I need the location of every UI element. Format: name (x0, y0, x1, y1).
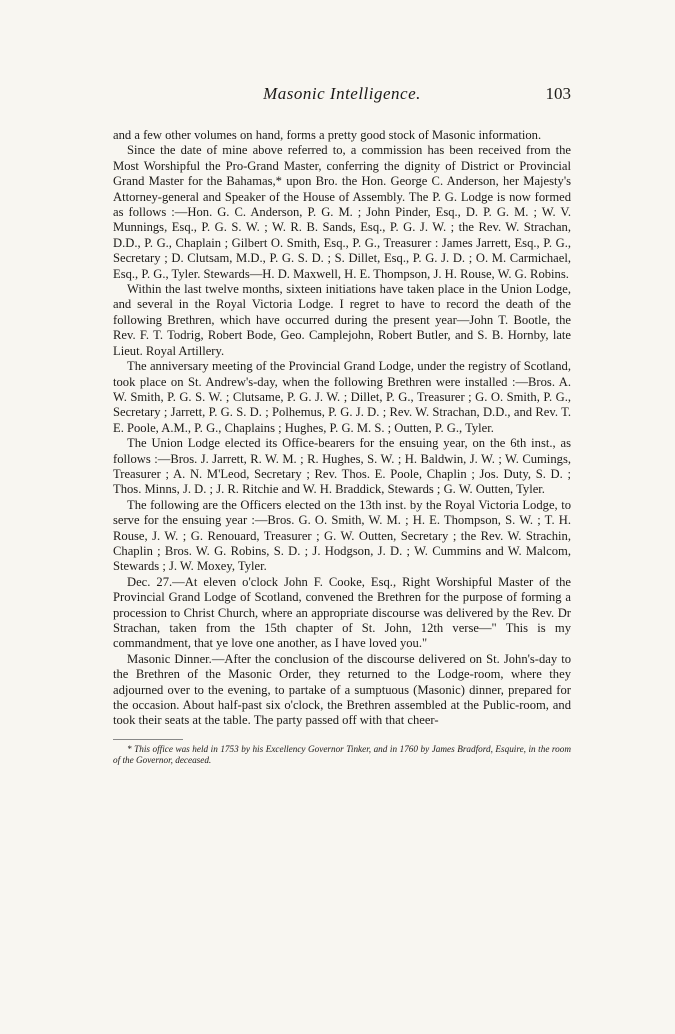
paragraph-procession: Dec. 27.—At eleven o'clock John F. Cooke, Esq., Right Worshipful Master of the Provincial Grand Lodge of Scotland, convened the Brethren for the purpose of forming a procession to Christ Church, where an appropriate discourse was delivered by the Rev. Dr Strachan, taken from the 15th chapter of St. John, 12th verse—" This is my commandment, that ye love one another, as I have loved you." (113, 574, 571, 651)
page-number: 103 (545, 84, 571, 103)
paragraph-union-lodge: The Union Lodge elected its Office-bearers for the ensuing year, on the 6th inst., as follows :—Bros. J. Jarrett, R. W. M. ; R. Hughes, S. W. ; H. Baldwin, J. W. ; W. Cumings, Treasurer ; A. N. M'Leod, Secretary ; Rev. Thos. E. Poole, Chaplin ; Jos. Duty, S. D. ; Thos. Minns, J. D. ; J. R. Ritchie and W. H. Braddick, Stewards ; G. W. Outten, Tyler. (113, 436, 571, 497)
paragraph-masonic-dinner: Masonic Dinner.—After the conclusion of the discourse delivered on St. John's-day to the Brethren of the Masonic Order, they returned to the Lodge-room, where they adjourned over to the evening, to partake of a sumptuous (Masonic) dinner, prepared for the occasion. About half-past six o'clock, the Brethren assembled at the Public-room, and took their seats at the table. The party passed off with that cheer- (113, 651, 571, 728)
page-header (113, 84, 571, 114)
paragraph-commission: Since the date of mine above referred to, a commission has been received from the Most Worshipful the Pro-Grand Master, conferring the dignity of District or Provincial Grand Master for the Bahamas,* upon Bro. the Hon. George C. Anderson, her Majesty's Attorney-general and Speaker of the House of Assembly. The P. G. Lodge is now formed as follows :—Hon. G. C. Anderson, P. G. M. ; John Pinder, Esq., D. P. G. M. ; W. V. Munnings, Esq., P. G. S. W. ; W. R. B. Sands, Esq., P. G. J. W. ; the Rev. W. Strachan, D.D., P. G., Chaplain ; Gilbert O. Smith, Esq., P. G., Treasurer : James Jarrett, Esq., P. G., Secretary ; D. Clutsam, M.D., P. G. S. D. ; S. Dillet, Esq., P. G. J. D. ; O. M. Carmichael, Esq., P. G., Tyler. Stewards—H. D. Maxwell, H. E. Thompson, J. H. Rouse, W. G. Robins. (113, 143, 571, 281)
footnote-divider (113, 739, 183, 740)
paragraph-anniversary: The anniversary meeting of the Provincial Grand Lodge, under the registry of Scotland, took place on St. Andrew's-day, when the following Brethren were installed :—Bros. A. W. Smith, P. G. S. W. ; Clutsame, P. G. J. W. ; Dillet, P. G., Treasurer ; G. O. Smith, P. G., Secretary ; Jarrett, P. G. S. D. ; Polhemus, P. G. J. D. ; Rev. W. Strachan, D.D., and Rev. T. E. Poole, A.M., P. G., Chaplains ; Hughes, P. G. M. S. ; Outten, P. G., Tyler. (113, 359, 571, 435)
article-body (113, 128, 571, 729)
footnote: * This office was held in 1753 by his Excellency Governor Tinker, and in 1760 by James Bradford, Esquire, in the room of the Governor, deceased. (113, 743, 571, 765)
running-title: Masonic Intelligence. (263, 84, 421, 103)
paragraph-initiations: Within the last twelve months, sixteen initiations have taken place in the Union Lodge, and several in the Royal Victoria Lodge. I regret to have to record the death of the following Brethren, which have occurred during the present year—John T. Bootle, the Rev. F. T. Todrig, Robert Bode, Geo. Camplejohn, Robert Butler, and S. B. Hornby, late Lieut. Royal Artillery. (113, 282, 571, 358)
paragraph-continuation: and a few other volumes on hand, forms a pretty good stock of Masonic information. (113, 128, 542, 142)
book-page (113, 84, 571, 766)
paragraph-royal-victoria: The following are the Officers elected on the 13th inst. by the Royal Victoria Lodge, to serve for the ensuing year :—Bros. G. O. Smith, W. M. ; H. E. Thompson, S. W. ; T. H. Rouse, J. W. ; G. Renouard, Treasurer ; G. W. Outten, Secretary ; the Rev. W. Strachin, Chaplin ; Bros. W. G. Robins, S. D. ; J. Hodgson, J. D. ; W. Cummins and W. Malcom, Stewards ; J. W. Moxey, Tyler. (113, 497, 571, 574)
